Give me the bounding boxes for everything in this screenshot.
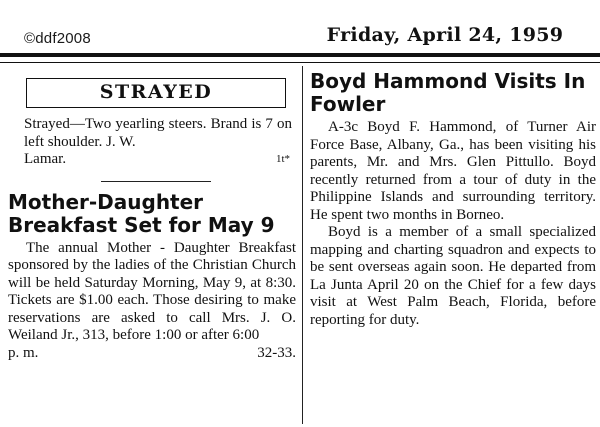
masthead-rule-thick [0, 53, 600, 57]
mother-daughter-article [6, 240, 296, 363]
classified-ad-tail [24, 151, 292, 169]
classified-ad-tag: 1t* [275, 153, 290, 165]
mother-daughter-tag: 32-33. [257, 344, 296, 361]
mother-daughter-headline: Mother-Daughter Breakfast Set for May 9 [8, 189, 275, 237]
copyright-watermark: ©ddf2008 [24, 30, 91, 47]
column-divider [302, 66, 303, 424]
right-column [308, 66, 596, 329]
mother-daughter-paragraph: The annual Mother - Daughter Breakfast sponsored by the ladies of the Christian Church will be held Saturday Morning, May 9, at 8:30. Tickets are $1.00 each. Those desiring to make reservations are asked to call Mrs. J. O. Weiland Jr., 313, before 1:00 or after 6:00 [8, 239, 296, 343]
boyd-hammond-paragraph-2: Boyd is a member of a small specialized mapping and charting squadron and expects to be sent overseas again soon. He departed from La Junta April 20 on the Chief for a few days visit at West Palm Beach, Florida, before reporting for duty. [310, 224, 596, 328]
masthead-rule-thin [0, 62, 600, 63]
classified-ad-signature: Lamar. [24, 151, 67, 167]
classified-ad-title: STRAYED [26, 78, 286, 108]
mother-daughter-tail: p. m. [8, 344, 39, 361]
boyd-hammond-article [308, 119, 596, 329]
boyd-hammond-headline: Boyd Hammond Visits In Fowler [310, 69, 586, 116]
mother-daughter-footer [8, 345, 296, 363]
section-separator [101, 181, 211, 182]
issue-dateline: Friday, April 24, 1959 [326, 24, 564, 46]
classified-ad-body: Strayed—Two yearling steers. Brand is 7 on left shoulder. J. W. [24, 116, 292, 150]
left-column [6, 66, 296, 362]
boyd-hammond-paragraph-1: A-3c Boyd F. Hammond, of Turner Air Force Base, Albany, Ga., has been visiting his parents, Mr. and Mrs. Glen Pittullo. Boyd recently returned from a tour of duty in the Philippine Islands and surrounding territory. He spent two months in Borneo. [310, 119, 596, 223]
classified-ad-text [6, 116, 296, 169]
